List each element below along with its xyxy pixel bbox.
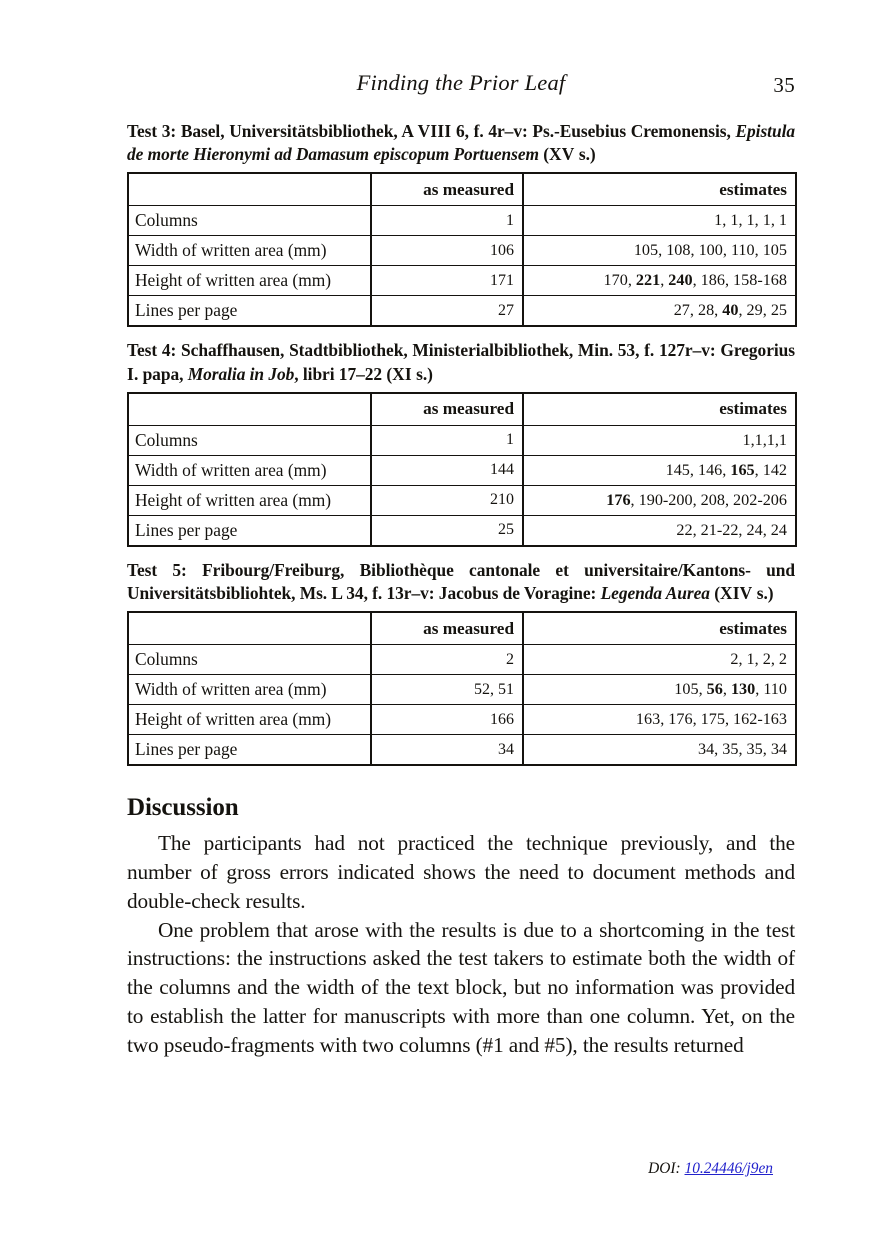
row-estimates [523, 645, 796, 675]
estimate-value: , [660, 271, 669, 290]
table-row [128, 705, 796, 735]
test-3-caption-title: Epistula de morte Hieronymi ad Damasum episcopum Portuensem [127, 121, 795, 165]
row-label: Lines per page [128, 735, 371, 766]
estimate-value: 163, 176, 175, 162-163 [635, 710, 787, 729]
row-estimates [523, 206, 796, 236]
row-estimates [523, 675, 796, 705]
table-header-row [128, 173, 796, 206]
table-row [128, 236, 796, 266]
row-label: Lines per page [128, 296, 371, 327]
row-measured: 171 [371, 266, 523, 296]
test-4-table [127, 392, 797, 547]
column-header-estimates: estimates [523, 173, 796, 206]
estimate-value: 2, 1, 2, 2 [730, 650, 787, 669]
footer-doi [648, 1160, 773, 1178]
test-5-caption-smallcaps-2: XIV [719, 583, 753, 604]
row-measured: 210 [371, 485, 523, 515]
test-3-caption-mid-2: ( [538, 144, 550, 165]
estimate-value: , [722, 680, 731, 699]
test-5-caption-title: Legenda Aurea [600, 583, 710, 604]
estimate-value-emphasis: 221 [635, 271, 661, 290]
estimate-value: , 110 [755, 680, 787, 699]
estimate-value: , 29, 25 [738, 301, 787, 320]
column-header-blank [128, 173, 371, 206]
test-5-caption-mid-2: ( [709, 583, 720, 604]
column-header-as-measured: as measured [371, 612, 523, 645]
row-label: Columns [128, 645, 371, 675]
column-header-estimates: estimates [523, 393, 796, 426]
test-3-caption [127, 120, 795, 166]
table-row [128, 425, 796, 455]
column-header-estimates: estimates [523, 612, 796, 645]
estimate-value-emphasis: 130 [730, 680, 756, 699]
table-row [128, 515, 796, 546]
row-estimates [523, 735, 796, 766]
discussion-heading: Discussion [127, 794, 239, 822]
column-header-blank [128, 393, 371, 426]
page-number: 35 [773, 73, 795, 97]
row-label: Width of written area (mm) [128, 455, 371, 485]
table-row [128, 266, 796, 296]
row-label: Height of written area (mm) [128, 485, 371, 515]
table-header-row [128, 393, 796, 426]
estimate-value: 1,1,1,1 [742, 430, 787, 449]
table-row [128, 645, 796, 675]
estimate-value: 1, 1, 1, 1, 1 [714, 211, 787, 230]
row-measured: 2 [371, 645, 523, 675]
row-estimates [523, 296, 796, 327]
row-measured: 1 [371, 206, 523, 236]
test-5-caption-suffix: s.) [752, 583, 774, 604]
discussion-paragraph-2: One problem that arose with the results is due to a shortcoming in the test instructions: the instructions asked the test takers to estimate both the width of the columns and the width of the text block, but no information was provided to establish the latter for manuscripts with more than one column. Yet, on the two pseudo-fragments with two columns (#1 and #5), the results returned [127, 917, 795, 1057]
estimate-value: 34, 35, 35, 34 [697, 740, 787, 759]
estimate-value: , 142 [754, 460, 787, 479]
estimate-value: , 190-200, 208, 202-206 [630, 490, 787, 509]
row-label: Lines per page [128, 515, 371, 546]
test-3-caption-mid-1: 6, f. 4r–v: Ps.-Eusebius Cremonensis, [451, 121, 736, 141]
test-4-caption-title: Moralia in Job [187, 363, 295, 384]
running-head-title: Finding the Prior Leaf [356, 70, 566, 95]
row-measured: 166 [371, 705, 523, 735]
estimate-value: 105, 108, 100, 110, 105 [633, 241, 787, 260]
row-measured: 106 [371, 236, 523, 266]
estimate-value-emphasis: 240 [668, 271, 693, 290]
row-measured: 25 [371, 515, 523, 546]
row-estimates [523, 485, 796, 515]
estimate-value-emphasis: 40 [722, 301, 739, 320]
table-row [128, 485, 796, 515]
page-content [127, 120, 795, 1060]
table-header-row [128, 612, 796, 645]
estimate-value-emphasis: 56 [706, 680, 723, 699]
test-3-caption-smallcaps-2: XV [549, 144, 575, 165]
row-estimates [523, 705, 796, 735]
row-label: Height of written area (mm) [128, 266, 371, 296]
running-head [127, 70, 795, 104]
estimate-value-emphasis: 165 [730, 460, 755, 479]
estimate-value: 145, 146, [665, 460, 731, 479]
test-4-caption-smallcaps-2: XI [392, 363, 412, 384]
table-row [128, 206, 796, 236]
row-label: Width of written area (mm) [128, 236, 371, 266]
estimate-value-emphasis: 176 [606, 490, 631, 509]
test-4-caption-mid-2: , libri 17–22 ( [294, 363, 393, 384]
row-estimates [523, 236, 796, 266]
table-row [128, 735, 796, 766]
row-measured: 52, 51 [371, 675, 523, 705]
estimate-value: 27, 28, [673, 301, 723, 320]
doi-label: DOI: [648, 1160, 685, 1177]
row-label: Columns [128, 206, 371, 236]
estimate-value: , 186, 158-168 [692, 271, 787, 290]
column-header-blank [128, 612, 371, 645]
table-row [128, 455, 796, 485]
discussion-paragraph-1: The participants had not practiced the technique previously, and the number of gross errors indicated shows the need to document methods and double-check results. [127, 831, 795, 913]
test-3-caption-smallcaps-1: VIII [417, 121, 452, 141]
row-estimates [523, 425, 796, 455]
test-3-table [127, 172, 797, 327]
row-label: Width of written area (mm) [128, 675, 371, 705]
doi-link[interactable]: 10.24446/j9en [684, 1160, 773, 1177]
table-row [128, 296, 796, 327]
row-measured: 1 [371, 425, 523, 455]
test-4-caption-suffix: s.) [411, 363, 433, 384]
row-label: Height of written area (mm) [128, 705, 371, 735]
column-header-as-measured: as measured [371, 393, 523, 426]
test-4-caption-smallcaps-1: I [127, 363, 134, 384]
test-5-table [127, 611, 797, 766]
test-5-caption-prefix: Test 5: Fribourg/Freiburg, Bibliothèque cantonale et universitaire/Kantons- und Universitätsbibliohtek, Ms. L 34, f. 13r–v: Jacobus de Voragine: [127, 559, 795, 604]
table-row [128, 675, 796, 705]
row-measured: 34 [371, 735, 523, 766]
test-3-caption-suffix: s.) [574, 144, 596, 165]
test-4-caption-mid-1: . papa, [133, 363, 188, 384]
estimate-value: 22, 21-22, 24, 24 [676, 520, 787, 539]
row-label: Columns [128, 425, 371, 455]
test-4-caption [127, 339, 795, 385]
row-measured: 27 [371, 296, 523, 327]
test-4-caption-prefix: Test 4: Schaffhausen, Stadtbibliothek, Ministerialbibliothek, Min. 53, f. 127r–v: Gregorius [127, 340, 795, 361]
estimate-value: 170, [603, 271, 636, 290]
test-3-caption-prefix: Test 3: Basel, Universitätsbibliothek, A [127, 121, 418, 141]
column-header-as-measured: as measured [371, 173, 523, 206]
row-measured: 144 [371, 455, 523, 485]
estimate-value: 105, [674, 680, 707, 699]
test-5-caption [127, 559, 795, 605]
row-estimates [523, 455, 796, 485]
row-estimates [523, 266, 796, 296]
row-estimates [523, 515, 796, 546]
